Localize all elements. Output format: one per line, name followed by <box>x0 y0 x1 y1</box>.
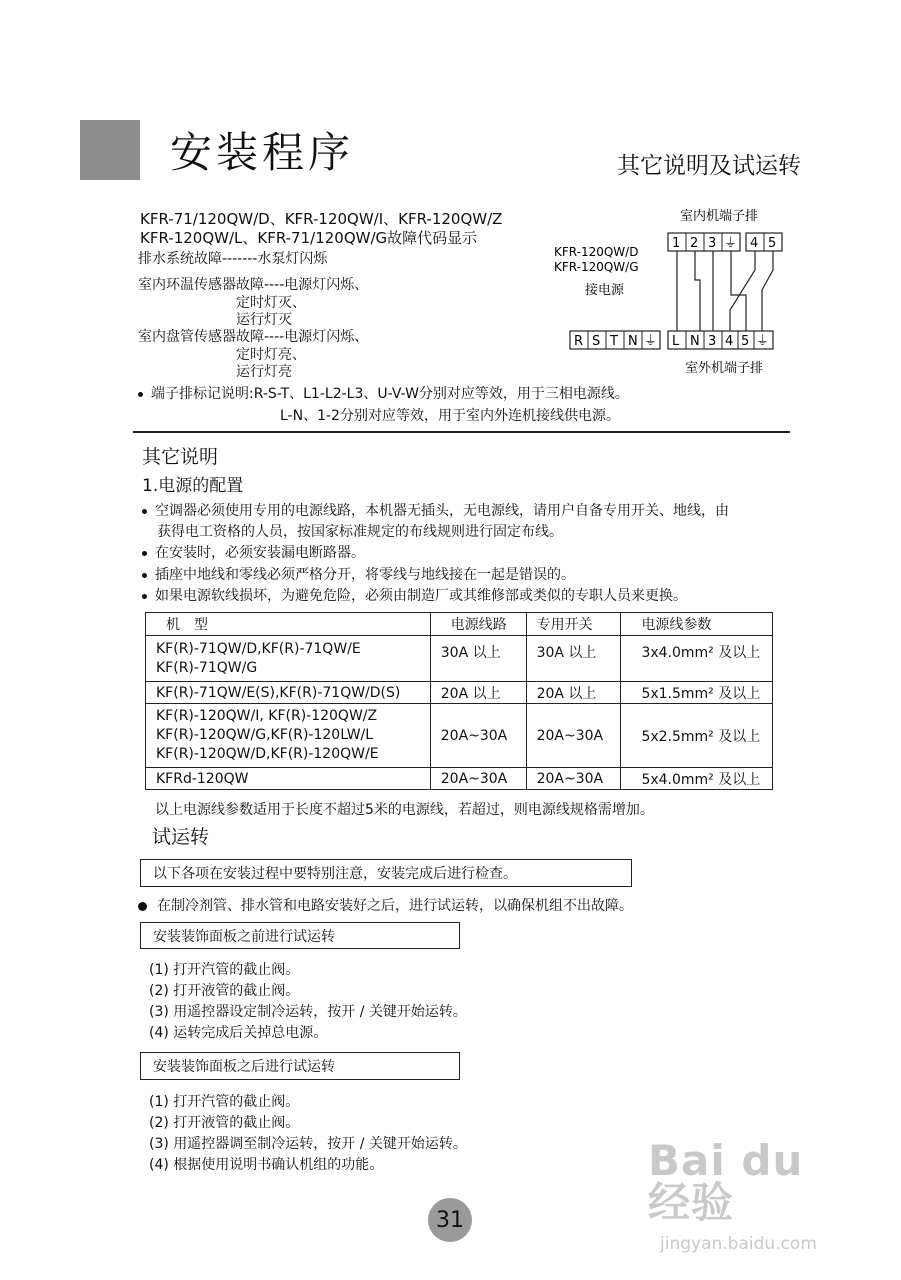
terminal-note-1-text: 端子排标记说明:R-S-T、L1-L2-L3、U-V-W分别对应等效，用于三相电源线。 <box>151 386 629 402</box>
power-bullet-3 <box>142 565 575 585</box>
row-cable: 3x4.0mm² 及以上 <box>621 636 773 682</box>
after-step-3: (3) 用遥控器调至制冷运转，按开 / 关键开始运转。 <box>149 1136 467 1152</box>
fault-coil: 室内盘管传感器故障----电源灯闪烁、 <box>138 329 369 345</box>
power-bullet-1 <box>142 501 729 521</box>
row-models: KFRd-120QW <box>146 768 431 790</box>
before-panel-box <box>140 922 460 949</box>
after-panel-box <box>140 1052 460 1080</box>
outdoor-ground-icon: ⏚ <box>756 334 770 349</box>
row-cable: 5x1.5mm² 及以上 <box>621 682 773 704</box>
wiring-diagram <box>550 200 790 380</box>
bullet-icon <box>138 392 143 397</box>
watermark-logo-text: Bai du 经验 <box>648 1136 804 1227</box>
power-bullet-3-text: 插座中地线和零线必须严格分开，将零线与地线接在一起是错误的。 <box>155 567 575 583</box>
power-bullet-4-text: 如果电源软线损坏，为避免危险，必须由制造厂或其维修部或类似的专职人员来更换。 <box>155 588 687 604</box>
table-row <box>146 768 773 790</box>
table-footnote: 以上电源线参数适用于长度不超过5米的电源线，若超过，则电源线规格需增加。 <box>155 802 654 818</box>
outdoor-terminal-5: 5 <box>741 334 750 349</box>
indoor-terminal-label: 室内机端子排 <box>680 209 759 224</box>
power-terminal-n: N <box>628 334 638 349</box>
table-row <box>146 636 773 682</box>
power-terminal-s: S <box>592 334 601 349</box>
trial-run-main-bullet <box>138 896 633 916</box>
fault-room-temp: 室内环温传感器故障----电源灯闪烁、 <box>138 277 369 293</box>
row-circuit: 20A 以上 <box>430 682 526 704</box>
row-switch: 30A 以上 <box>526 636 621 682</box>
ground-icon: ⏚ <box>724 236 738 251</box>
header-model: 机 型 <box>146 613 431 636</box>
row-circuit: 20A~30A <box>430 704 526 768</box>
row-models: KF(R)-71QW/E(S),KF(R)-71QW/D(S) <box>146 682 431 704</box>
page-number: 31 <box>428 1198 472 1242</box>
after-step-1: (1) 打开汽管的截止阀。 <box>149 1094 300 1110</box>
row-switch: 20A 以上 <box>526 682 621 704</box>
bullet-icon <box>142 594 147 599</box>
row-switch: 20A~30A <box>526 704 621 768</box>
power-bullet-2 <box>142 543 365 563</box>
outdoor-terminal-l: L <box>672 334 680 349</box>
bullet-icon <box>138 902 147 911</box>
baidu-watermark <box>648 1136 848 1254</box>
section-subtitle: 其它说明及试运转 <box>617 153 801 179</box>
row-models <box>146 704 431 768</box>
header-switch: 专用开关 <box>526 613 621 636</box>
other-notes-heading: 其它说明 <box>142 446 219 468</box>
model-name: KF(R)-71QW/D,KF(R)-71QW/E <box>156 640 361 657</box>
power-spec-table <box>145 612 773 790</box>
model-label-2: KFR-120QW/G <box>554 260 639 274</box>
table-row <box>146 704 773 768</box>
model-name: KF(R)-120QW/D,KF(R)-120QW/E <box>156 746 379 762</box>
row-switch: 20A~30A <box>526 768 621 790</box>
fault-code-heading-2: KFR-120QW/L、KFR-71/120QW/G故障代码显示 <box>140 229 478 247</box>
fault-room-temp-timer: 定时灯灭、 <box>236 295 306 311</box>
trial-run-main-text: 在制冷剂管、排水管和电路安装好之后，进行试运转，以确保机组不出故障。 <box>157 898 633 914</box>
terminal-note-1 <box>138 384 629 404</box>
outdoor-terminal-4: 4 <box>725 334 734 349</box>
table-row <box>146 682 773 704</box>
indoor-terminal-2: 2 <box>690 236 699 251</box>
row-models <box>146 636 431 682</box>
model-name: KF(R)-71QW/G <box>156 659 258 676</box>
outdoor-terminal-label: 室外机端子排 <box>685 361 764 376</box>
bullet-icon <box>142 551 147 556</box>
watermark-url: jingyan.baidu.com <box>660 1234 817 1254</box>
section-divider <box>133 431 790 433</box>
row-cable: 5x2.5mm² 及以上 <box>621 704 773 768</box>
after-step-4: (4) 根据使用说明书确认机组的功能。 <box>149 1157 384 1173</box>
fault-room-temp-run: 运行灯灭 <box>236 312 292 328</box>
fault-code-heading-1: KFR-71/120QW/D、KFR-120QW/I、KFR-120QW/Z <box>140 210 503 228</box>
before-step-2: (2) 打开液管的截止阀。 <box>149 983 300 999</box>
power-bullet-1-cont: 获得电工资格的人员，按国家标准规定的布线规则进行固定布线。 <box>157 524 563 540</box>
row-circuit: 30A 以上 <box>430 636 526 682</box>
before-step-1: (1) 打开汽管的截止阀。 <box>149 962 300 978</box>
indoor-terminal-4: 4 <box>750 236 759 251</box>
fault-coil-timer: 定时灯亮、 <box>236 347 306 363</box>
power-terminal-r: R <box>574 334 584 349</box>
before-panel-heading: 安装装饰面板之前进行试运转 <box>153 928 335 945</box>
power-supply-label: 接电源 <box>585 283 625 298</box>
indoor-terminal-5: 5 <box>768 236 777 251</box>
row-circuit: 20A~30A <box>430 768 526 790</box>
title-marker-block <box>80 120 140 180</box>
power-bullet-4 <box>142 586 687 606</box>
indoor-terminal-1: 1 <box>672 236 681 251</box>
header-cable: 电源线参数 <box>621 613 773 636</box>
power-terminal-t: T <box>610 334 618 349</box>
terminal-note-2: L-N、1-2分别对应等效，用于室内外连机接线供电源。 <box>280 408 620 424</box>
before-step-3: (3) 用遥控器设定制冷运转，按开 / 关键开始运转。 <box>149 1004 467 1020</box>
header-circuit: 电源线路 <box>430 613 526 636</box>
outdoor-terminal-3: 3 <box>708 334 717 349</box>
bullet-icon <box>142 573 147 578</box>
trial-run-notice-text: 以下各项在安装过程中要特别注意，安装完成后进行检查。 <box>153 866 517 882</box>
fault-coil-run: 运行灯亮 <box>236 364 292 380</box>
trial-run-notice-box <box>140 859 632 887</box>
power-bullet-1-text: 空调器必须使用专用的电源线路，本机器无插头，无电源线，请用户自备专用开关、地线，由 <box>155 503 729 519</box>
outdoor-terminal-n: N <box>690 334 700 349</box>
power-config-heading: 1.电源的配置 <box>142 476 244 496</box>
indoor-terminal-3: 3 <box>708 236 717 251</box>
model-name: KF(R)-120QW/G,KF(R)-120LW/L <box>156 727 374 743</box>
fault-drain: 排水系统故障-------水泵灯闪烁 <box>138 251 328 267</box>
table-header-row <box>146 613 773 636</box>
before-step-4: (4) 运转完成后关掉总电源。 <box>149 1025 328 1041</box>
row-cable: 5x4.0mm² 及以上 <box>621 768 773 790</box>
page-title: 安装程序 <box>170 128 355 177</box>
trial-run-heading: 试运转 <box>152 826 210 848</box>
after-panel-heading: 安装装饰面板之后进行试运转 <box>153 1059 335 1075</box>
after-step-2: (2) 打开液管的截止阀。 <box>149 1115 300 1131</box>
power-bullet-2-text: 在安装时，必须安装漏电断路器。 <box>155 545 365 561</box>
model-label-1: KFR-120QW/D <box>554 245 639 259</box>
bullet-icon <box>142 509 147 514</box>
model-name: KF(R)-120QW/I, KF(R)-120QW/Z <box>156 708 378 724</box>
power-ground-icon: ⏚ <box>644 334 658 349</box>
